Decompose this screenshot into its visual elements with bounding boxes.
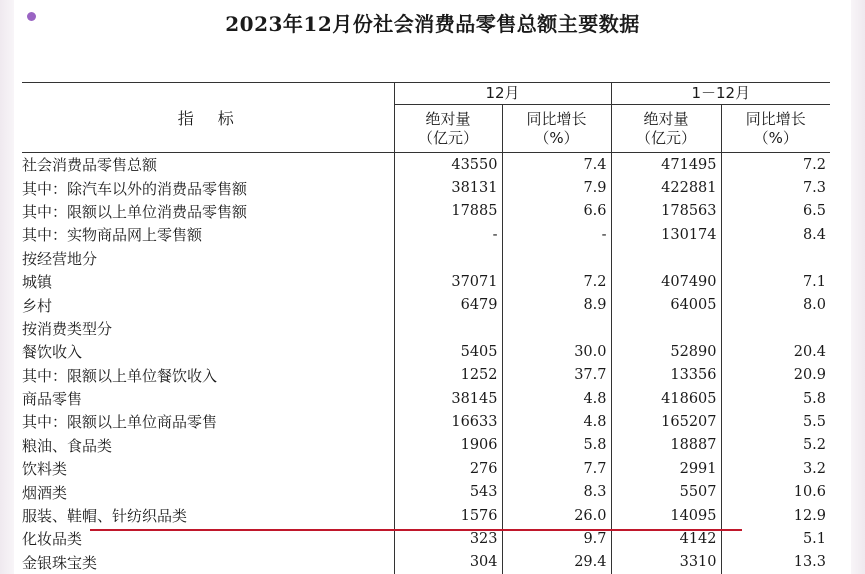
dec-yoy-value: 26.0 (502, 504, 611, 527)
ytd-yoy-value (721, 247, 830, 270)
table-row (22, 504, 830, 527)
retail-sales-table (22, 82, 830, 574)
row-label: 其中：除汽车以外的消费品零售额 (22, 179, 248, 198)
table-row (22, 153, 830, 177)
table-body (22, 153, 830, 574)
dec-abs-value: - (394, 223, 502, 246)
ytd-abs-header-line2: （亿元） (635, 128, 696, 147)
ytd-yoy-value: 20.9 (721, 364, 830, 387)
table-row (22, 247, 830, 270)
ytd-yoy-value: 5.5 (721, 410, 830, 433)
ytd-abs-value: 4142 (611, 527, 721, 550)
table-row (22, 293, 830, 316)
dec-yoy-value: 7.4 (502, 153, 611, 177)
row-label: 其中：限额以上单位商品零售 (22, 413, 218, 432)
table-row (22, 434, 830, 457)
ytd-abs-value: 178563 (611, 200, 721, 223)
dec-abs-value: 304 (394, 551, 502, 574)
dec-yoy-header (502, 105, 611, 153)
row-label: 粮油、食品类 (22, 436, 113, 455)
ytd-yoy-value: 6.5 (721, 200, 830, 223)
dec-yoy-header-line2: （%） (534, 128, 579, 147)
dec-yoy-value: 7.9 (502, 176, 611, 199)
table-row (22, 410, 830, 433)
ytd-abs-value: 3310 (611, 551, 721, 574)
dec-yoy-value: 7.7 (502, 457, 611, 480)
row-label: 城镇 (22, 273, 53, 292)
ytd-abs-value: 471495 (611, 153, 721, 177)
dec-abs-value: 1576 (394, 504, 502, 527)
dec-abs-value: 37071 (394, 270, 502, 293)
ytd-yoy-value (721, 317, 830, 340)
ytd-yoy-value: 13.3 (721, 551, 830, 574)
ytd-yoy-value: 7.3 (721, 176, 830, 199)
row-label: 按经营地分 (22, 249, 98, 268)
page-title: 2023年12月份社会消费品零售总额主要数据 (225, 12, 640, 36)
table-row (22, 340, 830, 363)
dec-yoy-value: 7.2 (502, 270, 611, 293)
ytd-yoy-value: 10.6 (721, 480, 830, 503)
table-row (22, 480, 830, 503)
table-row (22, 223, 830, 246)
ytd-abs-value (611, 317, 721, 340)
ytd-yoy-value: 12.9 (721, 504, 830, 527)
ytd-yoy-header-line1: 同比增长 (745, 109, 806, 128)
dec-abs-value: 43550 (394, 153, 502, 177)
ytd-abs-value: 13356 (611, 364, 721, 387)
dec-abs-value: 6479 (394, 293, 502, 316)
dec-abs-value: 38131 (394, 176, 502, 199)
ytd-yoy-header-line2: （%） (753, 128, 798, 147)
ytd-abs-value: 407490 (611, 270, 721, 293)
dec-abs-value: 276 (394, 457, 502, 480)
row-label: 按消费类型分 (22, 319, 113, 338)
table-row (22, 387, 830, 410)
ytd-abs-value: 165207 (611, 410, 721, 433)
dec-yoy-value: 9.7 (502, 527, 611, 550)
right-page-edge (851, 0, 865, 574)
ytd-abs-header (611, 105, 721, 153)
ytd-yoy-value: 20.4 (721, 340, 830, 363)
dec-yoy-value: - (502, 223, 611, 246)
dec-yoy-value: 30.0 (502, 340, 611, 363)
dec-yoy-header-line1: 同比增长 (526, 109, 587, 128)
table-row (22, 270, 830, 293)
ytd-abs-header-line1: 绝对量 (643, 109, 689, 128)
dec-abs-value: 17885 (394, 200, 502, 223)
dec-yoy-value (502, 317, 611, 340)
dec-abs-value: 543 (394, 480, 502, 503)
dec-yoy-value: 8.3 (502, 480, 611, 503)
dec-abs-value: 16633 (394, 410, 502, 433)
dec-abs-header (394, 105, 502, 153)
row-label: 社会消费品零售总额 (22, 156, 158, 175)
row-label: 乡村 (22, 296, 53, 315)
ytd-yoy-value: 7.2 (721, 153, 830, 177)
table-row (22, 551, 830, 574)
dec-yoy-value: 37.7 (502, 364, 611, 387)
ytd-abs-value: 2991 (611, 457, 721, 480)
ytd-yoy-value: 3.2 (721, 457, 830, 480)
dec-yoy-value: 6.6 (502, 200, 611, 223)
ytd-abs-value: 422881 (611, 176, 721, 199)
dec-abs-header-line2: （亿元） (417, 128, 478, 147)
row-label: 服装、鞋帽、针纺织品类 (22, 507, 188, 526)
ytd-yoy-value: 8.4 (721, 223, 830, 246)
dec-abs-value: 323 (394, 527, 502, 550)
table-row (22, 364, 830, 387)
ytd-abs-value: 14095 (611, 504, 721, 527)
ytd-abs-value: 418605 (611, 387, 721, 410)
dec-yoy-value: 8.9 (502, 293, 611, 316)
dec-yoy-value: 29.4 (502, 551, 611, 574)
table-row (22, 457, 830, 480)
table-row (22, 317, 830, 340)
table-row (22, 176, 830, 199)
dec-abs-value (394, 247, 502, 270)
ytd-abs-value: 52890 (611, 340, 721, 363)
dec-abs-value: 5405 (394, 340, 502, 363)
dec-yoy-value: 4.8 (502, 387, 611, 410)
ytd-yoy-header (721, 105, 830, 153)
dec-yoy-value: 5.8 (502, 434, 611, 457)
ytd-abs-value: 5507 (611, 480, 721, 503)
row-label: 烟酒类 (22, 483, 68, 502)
ytd-yoy-value: 7.1 (721, 270, 830, 293)
ytd-abs-value: 130174 (611, 223, 721, 246)
row-label: 其中：限额以上单位消费品零售额 (22, 202, 248, 221)
ytd-yoy-value: 5.8 (721, 387, 830, 410)
ytd-yoy-value: 5.2 (721, 434, 830, 457)
dec-yoy-value (502, 247, 611, 270)
ytd-abs-value: 64005 (611, 293, 721, 316)
ytd-abs-value (611, 247, 721, 270)
row-label: 商品零售 (22, 390, 83, 409)
dec-abs-value: 38145 (394, 387, 502, 410)
period-december-header: 12月 (394, 83, 611, 105)
table-row (22, 200, 830, 223)
dec-abs-header-line1: 绝对量 (425, 109, 471, 128)
row-label: 餐饮收入 (22, 343, 83, 362)
dec-abs-value: 1252 (394, 364, 502, 387)
ytd-yoy-value: 5.1 (721, 527, 830, 550)
period-jan-dec-header: 1－12月 (611, 83, 830, 105)
ytd-abs-value: 18887 (611, 434, 721, 457)
dec-yoy-value: 4.8 (502, 410, 611, 433)
row-label: 金银珠宝类 (22, 553, 98, 572)
left-page-edge (0, 0, 14, 574)
row-label: 其中：限额以上单位餐饮收入 (22, 366, 218, 385)
row-label: 化妆品类 (22, 530, 83, 549)
dec-abs-value: 1906 (394, 434, 502, 457)
row-label: 其中：实物商品网上零售额 (22, 226, 203, 245)
highlight-underline (90, 529, 742, 531)
indicator-header: 指 标 (22, 83, 394, 153)
row-label: 饮料类 (22, 460, 68, 479)
ytd-yoy-value: 8.0 (721, 293, 830, 316)
dec-abs-value (394, 317, 502, 340)
